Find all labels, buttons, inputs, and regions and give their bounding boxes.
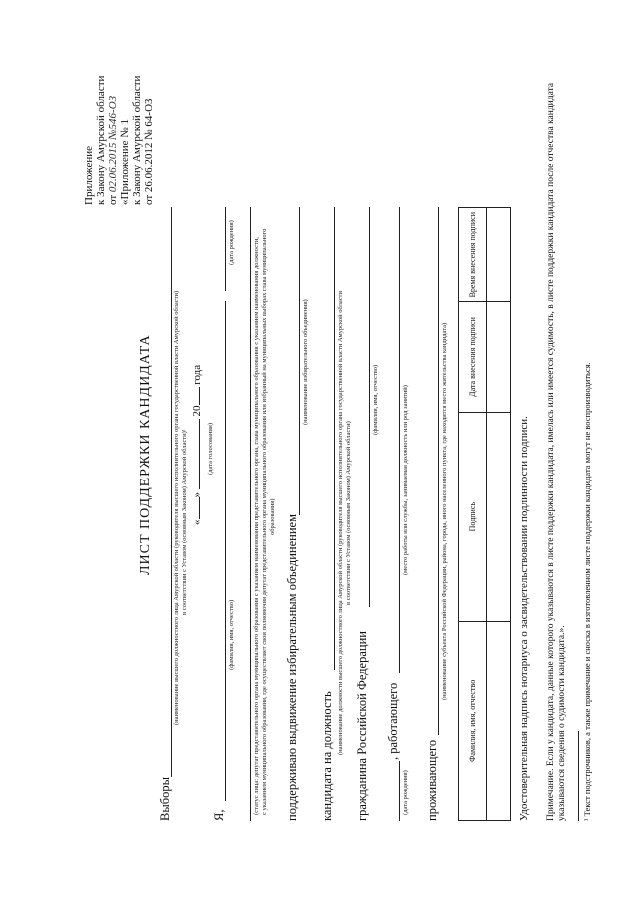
table-header-time: Время внесения подписи — [459, 208, 487, 302]
candidate-label: кандидата на должность — [320, 691, 334, 821]
citizen-caption: (фамилия, имя, отчество) — [372, 364, 379, 435]
elections-caption-1: (наименование высшего должностного лица Амурской области (руководителя высшего исполнительного органа государственной власти Амурской области) — [173, 290, 180, 725]
elections-caption-2: в соответствии с Уставом (основным Законом) Амурской области)¹ — [181, 429, 188, 615]
date-year-prefix: 20 — [191, 405, 203, 417]
status-caption-2: с указанием муниципального образования, где осуществляет свои полномочия депутат представительного органа муниципального образования или избранный на муниципальных выборах глава муниципального — [261, 228, 268, 815]
ya-label: Я, — [212, 809, 226, 821]
header-line-3-date: 02.06.2015 №546-ОЗ — [107, 95, 119, 193]
work-caption-birth: (дата рождения) — [402, 770, 409, 815]
header-line-6: от 26.06.2012 № 64-ОЗ — [143, 98, 155, 205]
table-header-row — [459, 208, 487, 821]
candidate-caption-2: в соответствии с Уставом (основным Законом) Амурской области) — [345, 421, 352, 605]
signature-table — [458, 207, 511, 821]
header-line-2: к Закону Амурской области — [95, 75, 107, 205]
table-header-name: Фамилия, имя, отчество — [459, 621, 487, 820]
table-cell-signature[interactable] — [487, 412, 511, 621]
table-cell-name[interactable] — [487, 621, 511, 820]
footnote-text: ¹ Текст подстрочников, а также примечание и сноска в изготовленном листе поддержки кандидата могут не воспроизводиться. — [582, 362, 592, 821]
date-close-quote: » — [191, 492, 203, 498]
work-label: , работающего — [386, 682, 400, 760]
residence-caption: (наименование субъекта Российской Федерации, района, города, иного населенного пункта, где находится место жительства кандидата) — [441, 322, 448, 700]
table-cell-time[interactable] — [487, 208, 511, 302]
elections-label: Выборы — [158, 777, 172, 821]
table-row — [487, 208, 511, 821]
page-title: ЛИСТ ПОДДЕРЖКИ КАНДИДАТА — [138, 334, 153, 575]
table-header-date: Дата внесения подписи — [459, 302, 487, 412]
table-header-signature: Подпись — [459, 412, 487, 621]
notary-text: Удостоверительная надпись нотариуса о засвидетельствовании подлинности подписи. — [518, 416, 530, 821]
date-open-quote: « — [191, 519, 203, 525]
status-caption-1: (статус лица: депутат представительного органа муниципального образования с указанием наименования представительного органа, глава муниципального образования с указанием наименования должности, — [253, 237, 260, 815]
citizen-label: гражданина Российской Федерации — [355, 631, 369, 821]
header-line-3-prefix: от — [107, 194, 119, 205]
ya-caption-name: (фамилия, имя, отчество) — [228, 599, 235, 670]
residence-label: проживающего — [425, 739, 439, 821]
support-caption: (наименование избирательного объединения) — [302, 299, 309, 425]
table-cell-date[interactable] — [487, 302, 511, 412]
header-line-5: к Закону Амурской области — [131, 75, 143, 205]
date-line — [191, 365, 203, 525]
status-caption-3: образования) — [269, 498, 276, 535]
date-year-suffix: года — [191, 364, 203, 385]
candidate-caption-1: (наименование должности высшего должностного лица Амурской области (руководителя высшего исполнительного органа государственной власти Амурской области — [337, 291, 344, 755]
note-text: Примечание. Если у кандидата, данные которого указываются в листе поддержки кандидата, имелась или имеется судимость, в листе поддержки кандидата после отчества кандидата указываются сведения о судимости кандидата.». — [546, 82, 567, 821]
date-caption: (дата голосования) — [207, 422, 214, 475]
header-line-4: «Приложение № 1 — [119, 118, 131, 205]
header-line-3 — [108, 96, 119, 205]
ya-caption-birth: (дата рождения) — [228, 220, 235, 265]
support-label: поддерживаю выдвижение избирательным объединением — [285, 514, 299, 821]
header-line-1: Приложение — [83, 145, 95, 205]
work-caption-work: (место работы или службы, занимаемая должность или род занятий) — [402, 385, 409, 575]
